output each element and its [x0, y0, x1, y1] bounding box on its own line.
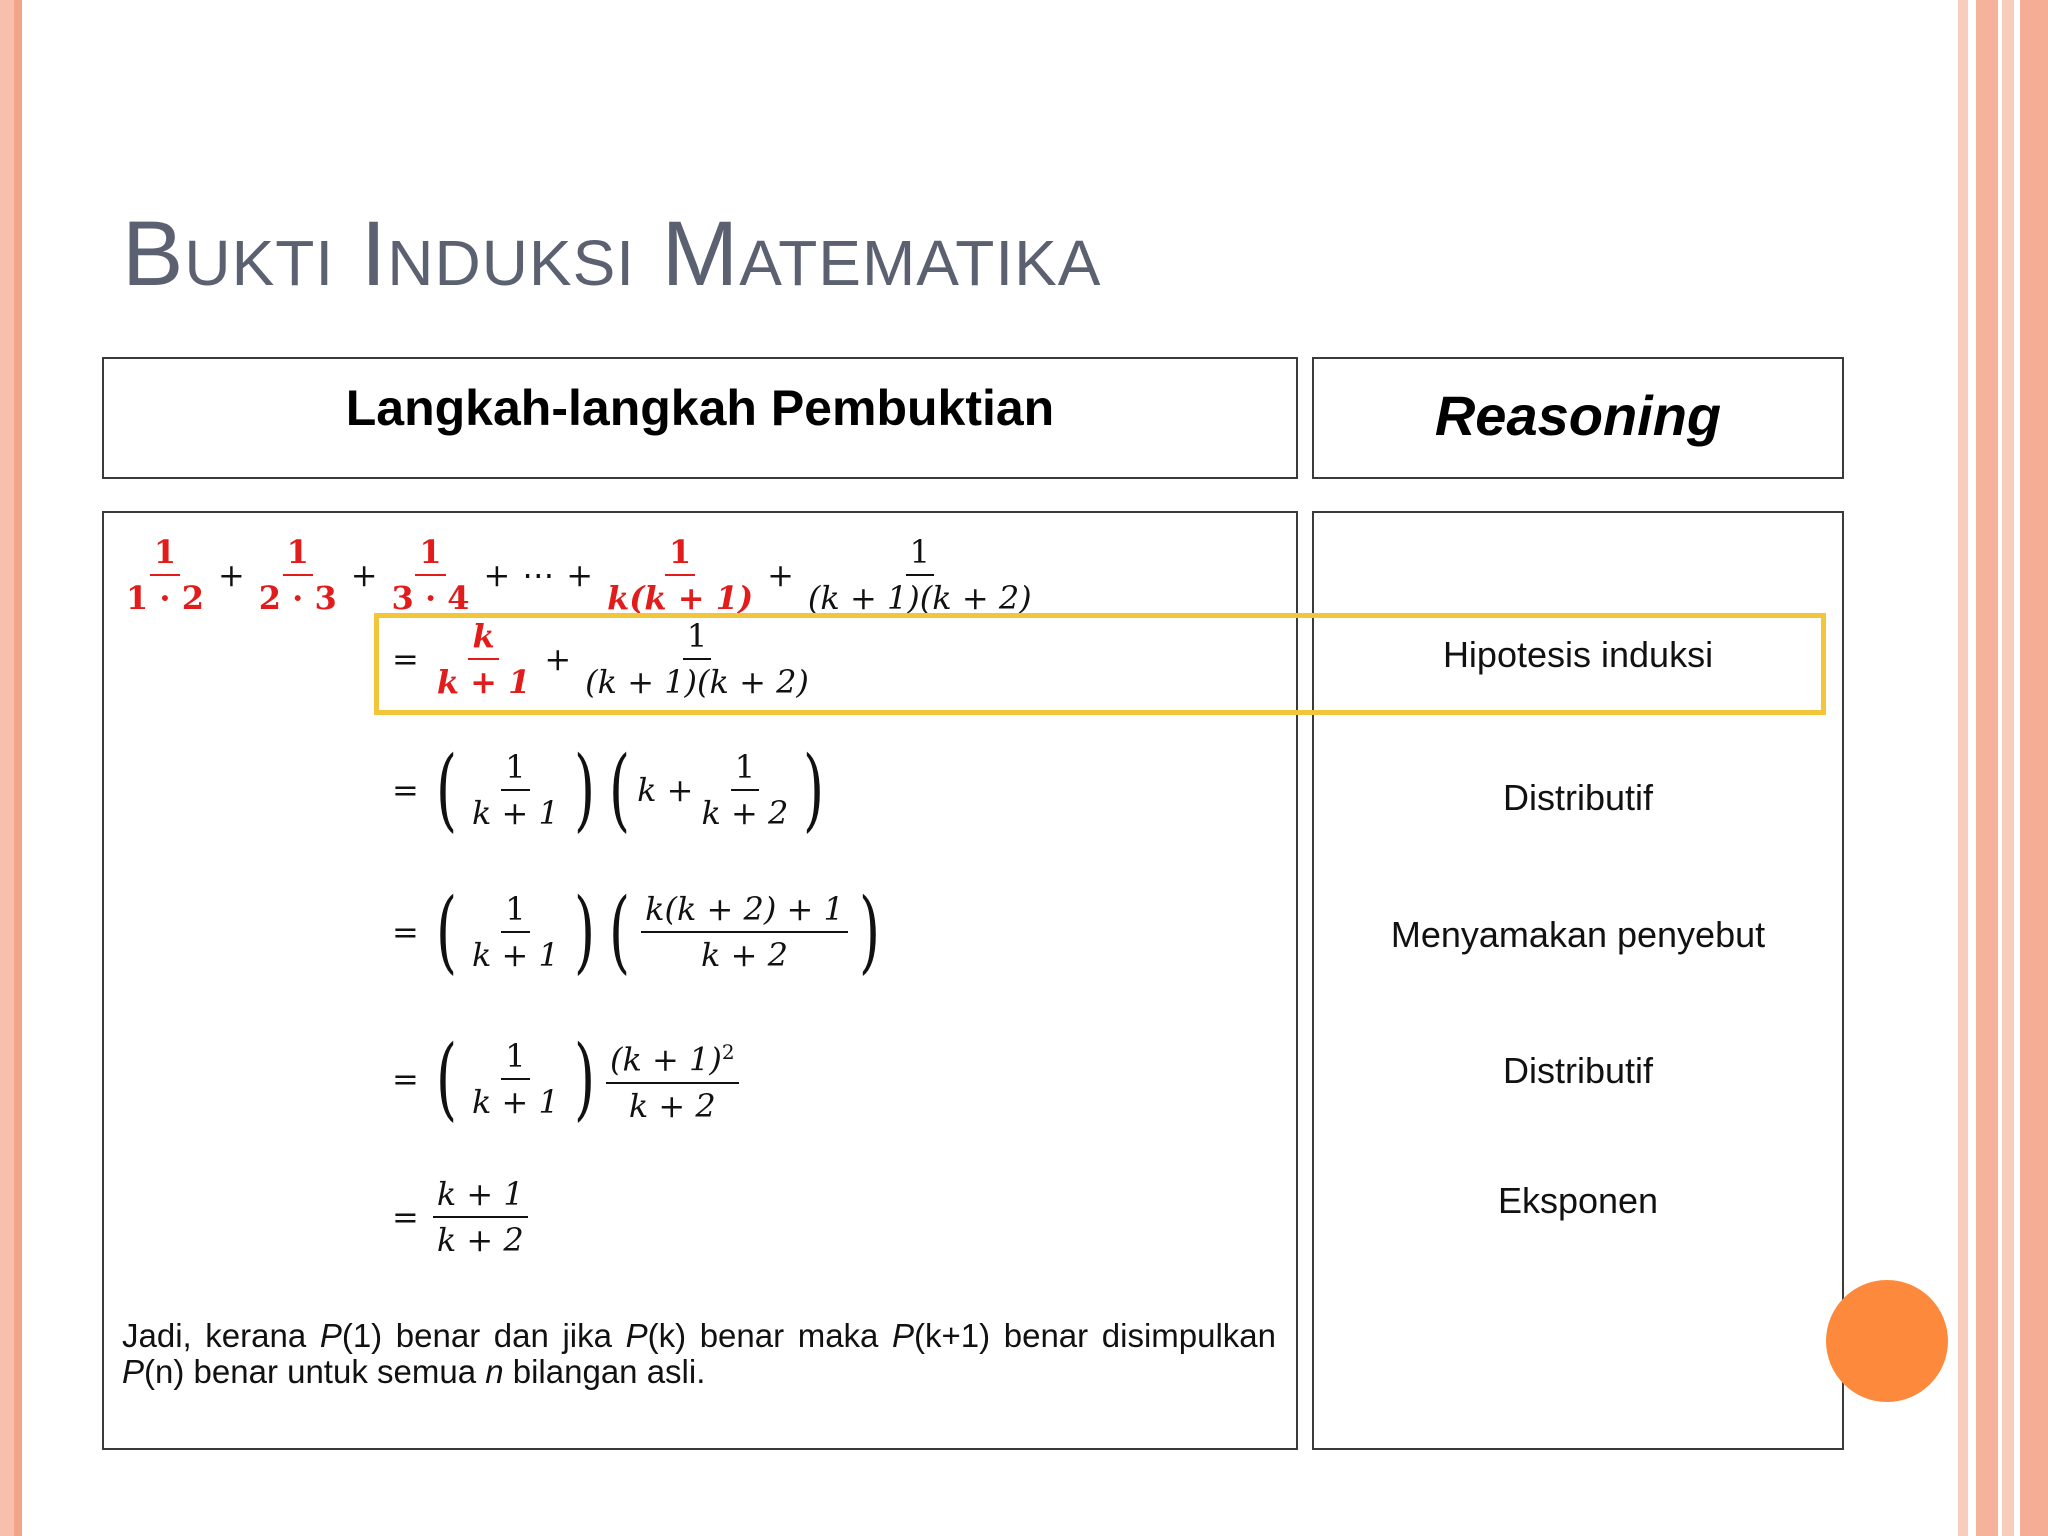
fraction-1-kp1: $\frac{1}{k + 1}$ — [468, 1034, 563, 1124]
steps-header-box — [102, 357, 1298, 479]
steps-header: Langkah-langkah Pembuktian — [345, 380, 1055, 436]
fraction-kp1sq-kp2: $\frac{(k + 1)^2}{k + 2}$ — [606, 1030, 739, 1128]
reasoning-header: Reasoning — [1434, 384, 1722, 447]
reason-distributive-2: Distributif — [1502, 1050, 1654, 1091]
left-decor-stripe-edge — [14, 0, 22, 1536]
math-line-sum: $\frac{1}{1 \cdot 2}$ + $\frac{1}{2 \cdot 3}$ + $\frac{1}{3 \cdot 4}$ + ⋯ + $\frac{1}{k(k + 1)}$ + $\frac{1}{(k + 1)(k + 2)}$ — [118, 530, 1040, 620]
reasoning-header-box — [1312, 357, 1844, 479]
reason-distributive-1: Distributif — [1502, 777, 1654, 818]
fraction-1-kp2: $\frac{1}{k + 2}$ — [697, 745, 792, 835]
fraction-1-kp1: $\frac{1}{k + 1}$ — [468, 745, 563, 835]
fraction-expand-kp2: $\frac{k(k + 2) + 1}{k + 2}$ — [641, 887, 848, 977]
fraction-1-prod: $\frac{1}{(k + 1)(k + 2)}$ — [581, 614, 813, 704]
fraction-1-kp1: $\frac{1}{k + 1}$ — [468, 887, 563, 977]
fraction-1-1x2: $\frac{1}{1 \cdot 2}$ — [122, 530, 208, 620]
fraction-1-prod: $\frac{1}{(k + 1)(k + 2)}$ — [804, 530, 1036, 620]
highlight-box — [374, 613, 1826, 715]
right-decor-band — [2002, 0, 2014, 1536]
conclusion-text: Jadi, kerana P(1) benar dan jika P(k) benar maka P(k+1) benar disimpulkan P(n) benar untuk semua n bilangan asli. — [122, 1317, 1277, 1390]
math-line-common-denominator: = ( $\frac{1}{k + 1}$ ) ( $\frac{k(k + 2) + 1}{k + 2}$ ) — [392, 879, 880, 984]
right-decor-band — [2020, 0, 2048, 1536]
fraction-k-kp1: $\frac{k}{k + 1}$ — [433, 614, 535, 704]
right-decor-band — [1976, 0, 1998, 1536]
math-line-distributive-1: = ( $\frac{1}{k + 1}$ ) ( k + $\frac{1}{k + 2}$ ) — [392, 737, 825, 842]
slide-title: Bukti Induksi Matematika — [122, 203, 1102, 305]
math-line-result: = $\frac{k + 1}{k + 2}$ — [392, 1172, 532, 1262]
math-line-hypothesis: = $\frac{k}{k + 1}$ + $\frac{1}{(k + 1)(k + 2)}$ — [392, 614, 817, 704]
fraction-kp1-kp2: $\frac{k + 1}{k + 2}$ — [433, 1172, 528, 1262]
reason-common-denominator: Menyamakan penyebut — [1390, 914, 1766, 955]
fraction-1-2x3: $\frac{1}{2 \cdot 3}$ — [255, 530, 341, 620]
math-line-distributive-2: = ( $\frac{1}{k + 1}$ ) $\frac{(k + 1)^2}{k + 2}$ — [392, 1030, 743, 1128]
right-decor-band — [1958, 0, 1968, 1536]
reason-exponent: Eksponen — [1497, 1180, 1659, 1221]
reason-hypothesis: Hipotesis induksi — [1442, 634, 1714, 675]
fraction-1-kkp1: $\frac{1}{k(k + 1)}$ — [603, 530, 757, 620]
accent-circle — [1826, 1280, 1948, 1402]
fraction-1-3x4: $\frac{1}{3 \cdot 4}$ — [388, 530, 474, 620]
